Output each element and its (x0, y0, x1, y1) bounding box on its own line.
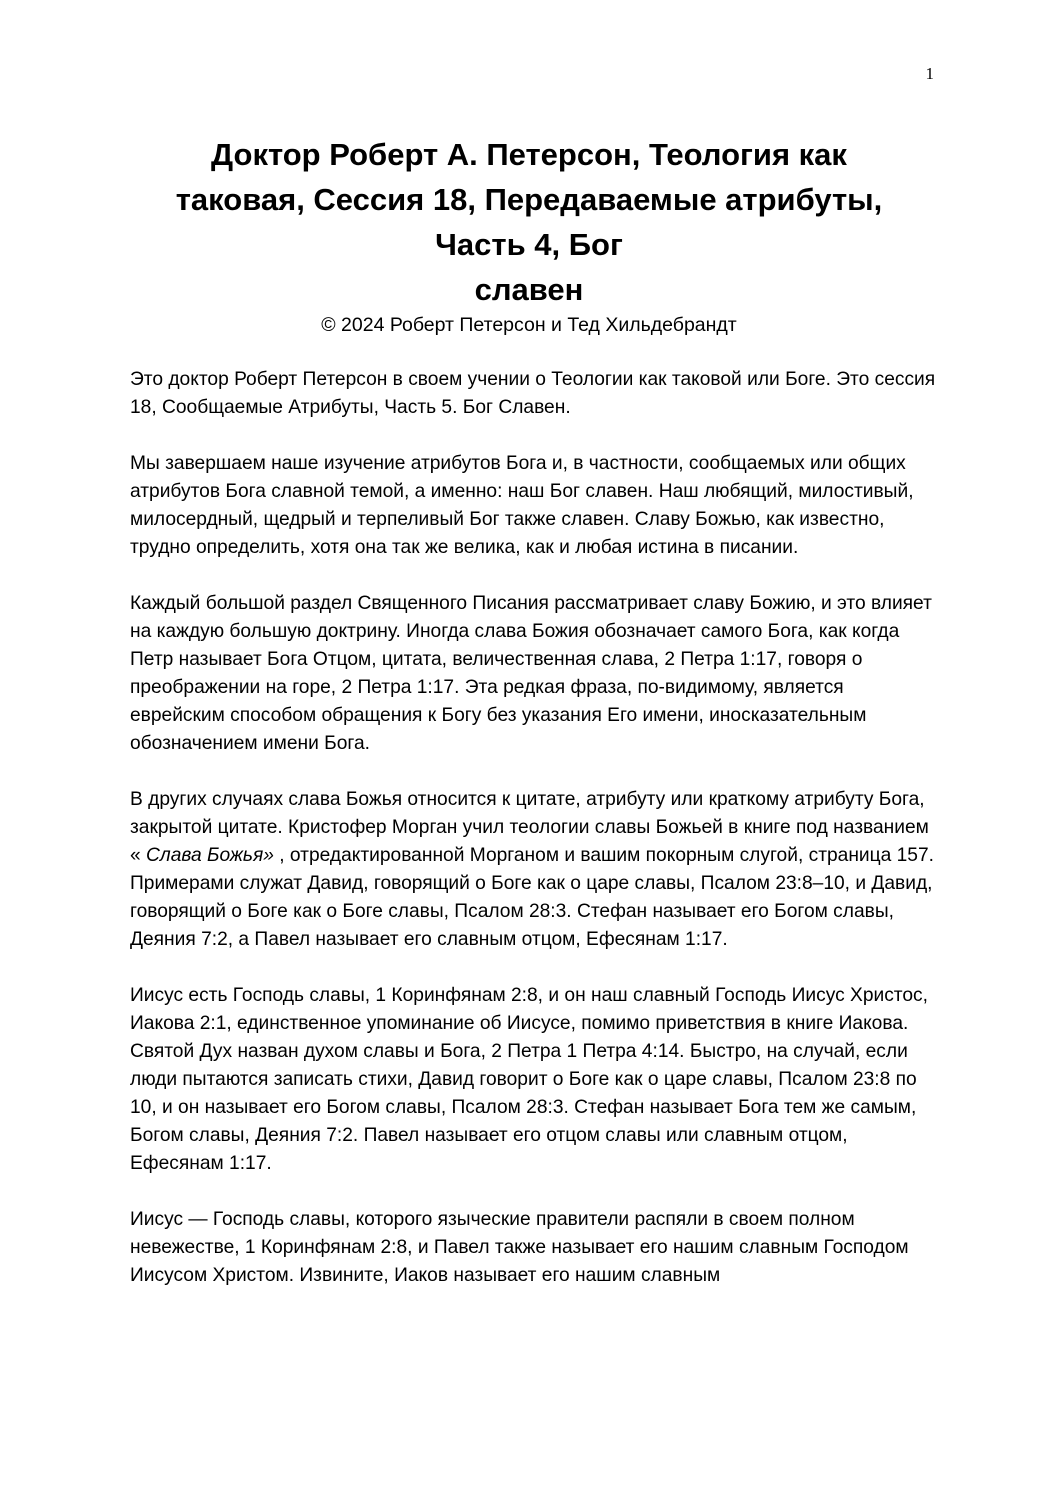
title-line: Часть 4, Бог (435, 227, 623, 262)
paragraph: Иисус — Господь славы, которого языческие правители распяли в своем полном невежестве, 1 Коринфянам 2:8, и Павел также называет его нашим славным Господом Иисусом Христом. Извините, Иаков называет его нашим славным (130, 1209, 909, 1286)
title-line: Доктор Роберт А. Петерсон, Теология как (211, 137, 847, 172)
paragraph-intro: Это доктор Роберт Петерсон в своем учении о Теологии как таковой или Боге. Это сессия 18, Сообщаемые Атрибуты, Часть 5. Бог Славен. (130, 369, 936, 418)
book-title: Слава Божья» (146, 845, 274, 866)
paragraph: Иисус есть Господь славы, 1 Коринфянам 2:8, и он наш славный Господь Иисус Христос, Иакова 2:1, единственное упоминание об Иисусе, помимо приветствия в книге Иакова. Святой Дух назван духом славы и Бога, 2 Петра 1 Петра 4:14. Быстро, на случай, если люди пытаются записать стихи, Давид говорит о Боге как о царе славы, Псалом 23:8 по 10, и он называет его Богом славы, Псалом 28:3. Стефан называет Бога тем же самым, Богом славы, Деяния 7:2. Павел называет его отцом славы или славным отцом, Ефесянам 1:17. (130, 985, 928, 1174)
paragraph-text: В других случаях слава Божья относится к цитате, атрибуту или краткому атрибуту Бога, закрытой цитате. Кристофер Морган учил теологии славы Божьей в книге под названием « (130, 789, 929, 866)
title-line: таковая, Сессия 18, Передаваемые атрибуты, (175, 182, 883, 217)
paragraph (130, 786, 940, 954)
paragraph: Мы завершаем наше изучение атрибутов Бога и, в частности, сообщаемых или общих атрибутов Бога славной темой, а именно: наш Бог славен. Наш любящий, милостивый, милосердный, щедрый и терпеливый Бог также славен. Славу Божью, как известно, трудно определить, хотя она так же велика, как и любая истина в писании. (130, 453, 914, 558)
paragraph-text: , отредактированной Морганом и вашим покорным слугой, страница 157. Примерами служат Давид, говорящий о Боге как о царе славы, Псалом 23:8–10, и Давид, говорящий о Боге как о Боге славы, Псалом 28:3. Стефан называет его Богом славы, Деяния 7:2, а Павел называет его славным отцом, Ефесянам 1:17. (130, 845, 934, 950)
document-title (100, 132, 958, 312)
paragraph: Каждый большой раздел Священного Писания рассматривает славу Божию, и это влияет на каждую большую доктрину. Иногда слава Божия обозначает самого Бога, как когда Петр называет Бога Отцом, цитата, величественная слава, 2 Петра 1:17, говоря о преображении на горе, 2 Петра 1:17. Эта редкая фраза, по-видимому, является еврейским способом обращения к Богу без указания Его имени, иносказательным обозначением имени Бога. (130, 593, 932, 754)
page-number: 1 (925, 64, 934, 83)
document-body (130, 366, 940, 1318)
copyright-line: © 2024 Роберт Петерсон и Тед Хильдебрандт (321, 314, 737, 336)
title-line: славен (474, 272, 584, 307)
